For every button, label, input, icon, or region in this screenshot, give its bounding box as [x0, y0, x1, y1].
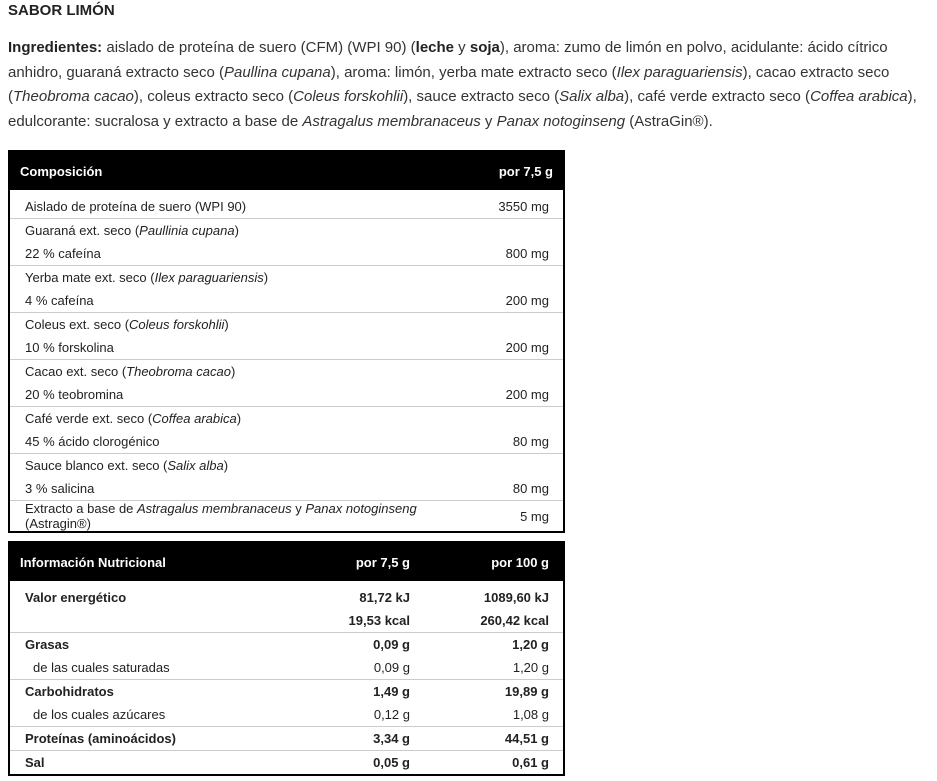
- allergen-soy: soja: [469, 39, 500, 56]
- nutrition-header-col1: por 7,5 g: [284, 542, 424, 581]
- nutrition-value-per-100g: 0,61 g: [512, 755, 549, 770]
- nutrition-value-per-100g: 1,08 g: [424, 703, 564, 727]
- nutrition-row-fat: [9, 633, 564, 657]
- nutrition-label: Sal: [25, 755, 45, 770]
- label-text: ): [234, 223, 239, 238]
- composition-subrow-willow: [9, 477, 564, 501]
- composition-sublabel: 20 % teobromina: [9, 383, 464, 407]
- composition-subrow-guarana: [9, 242, 564, 266]
- latin-name: Panax notoginseng: [496, 112, 626, 130]
- nutrition-value-per-100g: 260,42 kcal: [424, 609, 564, 633]
- latin-name: Paullinia cupana: [139, 223, 235, 238]
- latin-name: Theobroma cacao: [126, 364, 231, 379]
- label-text: Café verde ext. seco (: [25, 411, 153, 426]
- label-text: Extracto a base de: [25, 501, 138, 516]
- nutrition-label: Proteínas (aminoácidos): [9, 727, 284, 751]
- nutrition-value-per-100g: 44,51 g: [424, 727, 564, 751]
- latin-name: Coleus forskohlii: [293, 88, 404, 105]
- latin-name: Coleus forskohlii: [129, 317, 225, 332]
- composition-label: [9, 219, 464, 243]
- nutrition-label: Valor energético: [25, 590, 127, 605]
- latin-name: Theobroma cacao: [13, 88, 134, 105]
- composition-value-empty: [464, 407, 564, 431]
- latin-name: Coffea arabica: [152, 411, 237, 426]
- ingredients-text: aislado de proteína de suero (CFM) (WPI 90) (: [102, 39, 416, 56]
- composition-label: [9, 313, 464, 337]
- nutrition-value-per-serving: 1,49 g: [373, 684, 410, 699]
- composition-row-guarana: [9, 219, 564, 243]
- nutrition-row-energy-kj: [9, 581, 564, 609]
- composition-label: [9, 501, 464, 533]
- latin-name: Paullina cupana: [223, 63, 331, 81]
- composition-label: [9, 360, 464, 384]
- label-text: y: [291, 501, 306, 516]
- flavor-heading: SABOR LIMÓN: [8, 2, 115, 19]
- composition-subrow-coleus: [9, 336, 564, 360]
- nutrition-row-sugars: [9, 703, 564, 727]
- composition-subrow-cacao: [9, 383, 564, 407]
- nutrition-value-per-serving: 0,09 g: [284, 656, 424, 680]
- label-text: ): [263, 270, 269, 285]
- latin-name: Ilex paraguariensis: [154, 270, 264, 285]
- latin-name: Ilex paraguariensis: [616, 63, 743, 81]
- composition-header-value: por 7,5 g: [464, 151, 564, 190]
- composition-value-empty: [464, 266, 564, 290]
- ingredients-text: ), coleus extracto seco (: [133, 88, 294, 105]
- composition-value-empty: [464, 219, 564, 243]
- nutrition-table: [8, 541, 565, 776]
- label-text: Coleus ext. seco (: [25, 317, 130, 332]
- latin-name: Astragalus membranaceus: [137, 501, 292, 516]
- ingredients-paragraph: [8, 36, 933, 134]
- label-text: Sauce blanco ext. seco (: [25, 458, 168, 473]
- ingredients-label: Ingredientes:: [8, 39, 103, 56]
- composition-subrow-coffee: [9, 430, 564, 454]
- composition-label: [9, 266, 464, 290]
- composition-value: 3550 mg: [464, 190, 564, 219]
- composition-sublabel: 22 % cafeína: [9, 242, 464, 266]
- composition-value: 800 mg: [464, 242, 564, 266]
- ingredients-text: ), cacao extracto seco (: [8, 63, 890, 105]
- composition-row-cacao: [9, 360, 564, 384]
- composition-value: 80 mg: [464, 477, 564, 501]
- ingredients-text: y: [480, 112, 497, 130]
- label-text: Guaraná ext. seco (: [25, 223, 140, 238]
- composition-row-yerba: [9, 266, 564, 290]
- composition-sublabel: 10 % forskolina: [9, 336, 464, 360]
- composition-sublabel: 3 % salicina: [9, 477, 464, 501]
- nutrition-row-salt: [9, 751, 564, 776]
- composition-value-empty: [464, 360, 564, 384]
- composition-sublabel: 4 % cafeína: [9, 289, 464, 313]
- latin-name: Panax notoginseng: [305, 501, 417, 516]
- nutrition-header-row: [9, 542, 564, 581]
- nutrition-value-per-100g: 1,20 g: [512, 637, 549, 652]
- nutrition-label: de los cuales azúcares: [9, 703, 284, 727]
- composition-value: 80 mg: [464, 430, 564, 454]
- ingredients-text: y: [454, 39, 470, 56]
- composition-label: [9, 454, 464, 478]
- composition-row-astragin: [9, 501, 564, 533]
- composition-header-label: Composición: [9, 151, 464, 190]
- label-text: ): [230, 364, 236, 379]
- ingredients-text: ), edulcorante: sucralosa y extracto a base de: [8, 88, 917, 130]
- composition-value: 5 mg: [520, 508, 549, 524]
- composition-sublabel: 45 % ácido clorogénico: [9, 430, 464, 454]
- latin-name: Coffea arabica: [810, 88, 908, 105]
- nutrition-label: de las cuales saturadas: [9, 656, 284, 680]
- allergen-milk: leche: [415, 39, 455, 56]
- latin-name: Salix alba: [167, 458, 224, 473]
- composition-value: 200 mg: [464, 336, 564, 360]
- label-text: ): [224, 317, 229, 332]
- label-text: Yerba mate ext. seco (: [25, 270, 155, 285]
- composition-label: [9, 407, 464, 431]
- nutrition-header-label: Información Nutricional: [9, 542, 284, 581]
- ingredients-text: ), aroma: limón, yerba mate extracto seco (: [330, 63, 617, 81]
- latin-name: Salix alba: [559, 88, 625, 105]
- nutrition-label: Grasas: [25, 637, 70, 652]
- composition-value-empty: [464, 313, 564, 337]
- composition-row-coleus: [9, 313, 564, 337]
- nutrition-row-saturated: [9, 656, 564, 680]
- nutrition-value-per-100g: 1089,60 kJ: [483, 590, 549, 605]
- nutrition-value-per-100g: 1,20 g: [424, 656, 564, 680]
- nutrition-value-per-serving: 19,53 kcal: [284, 609, 424, 633]
- composition-row-willow: [9, 454, 564, 478]
- nutrition-row-protein: [9, 727, 564, 751]
- ingredients-text: ), aroma: zumo de limón en polvo, acidulante: ácido cítrico anhidro, guaraná extracto seco (: [8, 39, 888, 81]
- nutrition-value-per-serving: 81,72 kJ: [359, 590, 410, 605]
- label-text: ): [236, 411, 242, 426]
- latin-name: Astragalus membranaceus: [302, 112, 481, 130]
- composition-label: Aislado de proteína de suero (WPI 90): [9, 190, 464, 219]
- nutrition-value-per-serving: 0,12 g: [284, 703, 424, 727]
- composition-subrow-yerba: [9, 289, 564, 313]
- nutrition-label: [9, 609, 284, 633]
- nutrition-label: Carbohidratos: [25, 684, 114, 699]
- nutrition-value-per-100g: 19,89 g: [504, 684, 549, 699]
- nutrition-row-carbs: [9, 680, 564, 704]
- ingredients-text: ), sauce extracto seco (: [403, 88, 560, 105]
- composition-header-row: [9, 151, 564, 190]
- composition-value-empty: [464, 454, 564, 478]
- composition-row-whey: [9, 190, 564, 219]
- ingredients-text: ), café verde extracto seco (: [624, 88, 811, 105]
- composition-value: 200 mg: [464, 289, 564, 313]
- nutrition-header-col2: por 100 g: [424, 542, 564, 581]
- nutrition-value-per-serving: 0,09 g: [373, 637, 410, 652]
- label-text: Cacao ext. seco (: [25, 364, 127, 379]
- composition-row-coffee: [9, 407, 564, 431]
- composition-table: [8, 150, 565, 533]
- nutrition-value-per-serving: 3,34 g: [284, 727, 424, 751]
- label-text: (Astragin®): [25, 516, 91, 531]
- composition-value: 200 mg: [464, 383, 564, 407]
- nutrition-row-energy-kcal: [9, 609, 564, 633]
- ingredients-text: (AstraGin®).: [625, 112, 713, 130]
- label-text: ): [223, 458, 229, 473]
- nutrition-value-per-serving: 0,05 g: [373, 755, 410, 770]
